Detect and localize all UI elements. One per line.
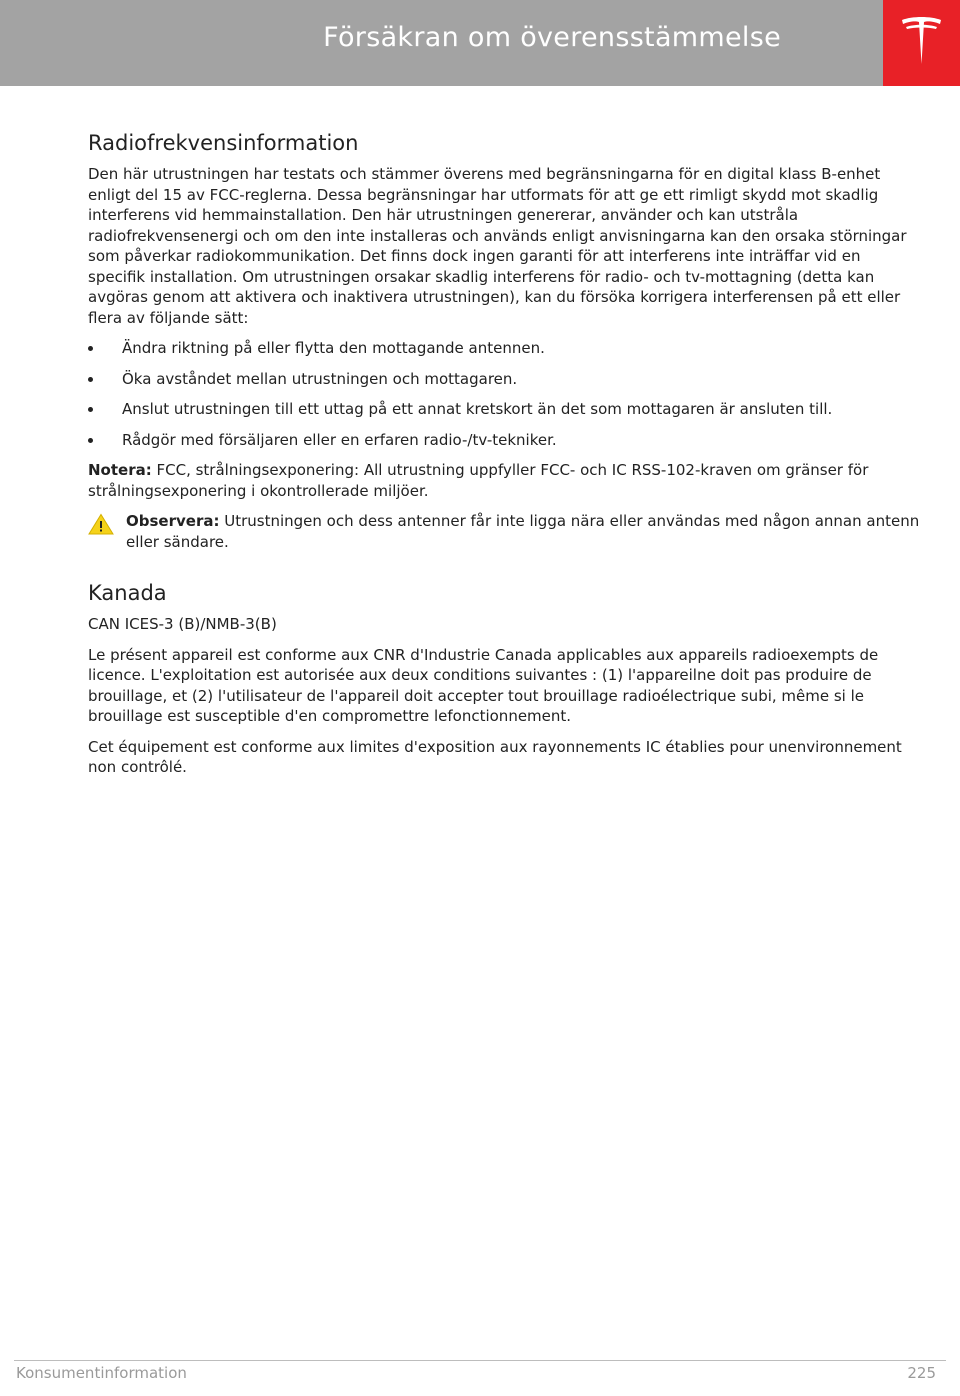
- list-item-text: Ändra riktning på eller flytta den mottagande antennen.: [122, 339, 545, 357]
- footer-section-name: Konsumentinformation: [16, 1364, 187, 1382]
- footer-divider: [14, 1360, 946, 1361]
- warning-block: [88, 511, 920, 552]
- header-bar: [0, 0, 883, 86]
- section-heading-radio: Radiofrekvensinformation: [88, 131, 359, 155]
- bullet-dot-icon: [88, 438, 93, 443]
- list-item: [88, 399, 920, 420]
- bullet-dot-icon: [88, 346, 93, 351]
- note-paragraph: [88, 460, 920, 501]
- list-item-text: Rådgör med försäljaren eller en erfaren radio-/tv-tekniker.: [122, 430, 557, 449]
- list-item: [88, 338, 920, 359]
- section-heading-canada: Kanada: [88, 581, 167, 605]
- warning-label: Observera:: [126, 512, 220, 530]
- brand-logo-box: [883, 0, 960, 86]
- list-item: [88, 369, 920, 390]
- note-label: Notera:: [88, 461, 152, 479]
- list-item-text: Anslut utrustningen till ett uttag på ett annat kretskort än det som mottagaren är ansluten till.: [122, 400, 833, 418]
- bullet-dot-icon: [88, 377, 93, 382]
- footer-page-number: 225: [907, 1364, 936, 1382]
- canada-ices-line: CAN ICES-3 (B)/NMB-3(B): [88, 615, 277, 633]
- note-text: FCC, strålningsexponering: All utrustning uppfyller FCC- och IC RSS-102-kraven om gränser för strålningsexponering i okontrollerade miljöer.: [88, 461, 869, 500]
- warning-triangle-icon: [88, 513, 114, 535]
- bullet-list: [88, 338, 920, 450]
- radio-paragraph: Den här utrustningen har testats och stämmer överens med begränsningarna för en digital klass B-enhet enligt del 15 av FCC-reglerna. Dessa begränsningar har utformats för att ge ett rimligt skydd mot skadlig interferens vid hemmainstallation. Den här utrustningen genererar, använder och kan utstråla radiofrekvensenergi och om den inte installeras och används enligt anvisningarna kan den orsaka störningar som påverkar radiokommunikation. Det finns dock ingen garanti för att interferens inte inträffar vid en specifik installation. Om utrustningen orsakar skadlig interferens för radio- och tv-mottagning (detta kan avgöras genom att aktivera och inaktivera utrustningen), kan du försöka korrigera interferensen på ett eller flera av följande sätt:: [88, 165, 907, 327]
- main-content: [88, 128, 920, 778]
- canada-paragraph-2: Cet équipement est conforme aux limites d'exposition aux rayonnements IC établies pour unenvironnement non contrôlé.: [88, 737, 902, 776]
- bullet-dot-icon: [88, 407, 93, 412]
- list-item: [88, 430, 920, 451]
- warning-text: Utrustningen och dess antenner får inte ligga nära eller användas med någon annan antenn eller sändare.: [126, 512, 920, 551]
- page-title: Försäkran om överensstämmelse: [323, 22, 781, 53]
- tesla-logo-icon: [900, 16, 943, 68]
- canada-paragraph-1: Le présent appareil est conforme aux CNR d'Industrie Canada applicables aux appareils radioexempts de licence. L'exploitation est autorisée aux deux conditions suivantes : (1) l'appareilne doit pas produire de brouillage, et (2) l'utilisateur de l'appareil doit accepter tout brouillage radioélectrique subi, même si le brouillage est susceptible d'en compromettre lefonctionnement.: [88, 645, 879, 725]
- list-item-text: Öka avståndet mellan utrustningen och mottagaren.: [122, 369, 518, 388]
